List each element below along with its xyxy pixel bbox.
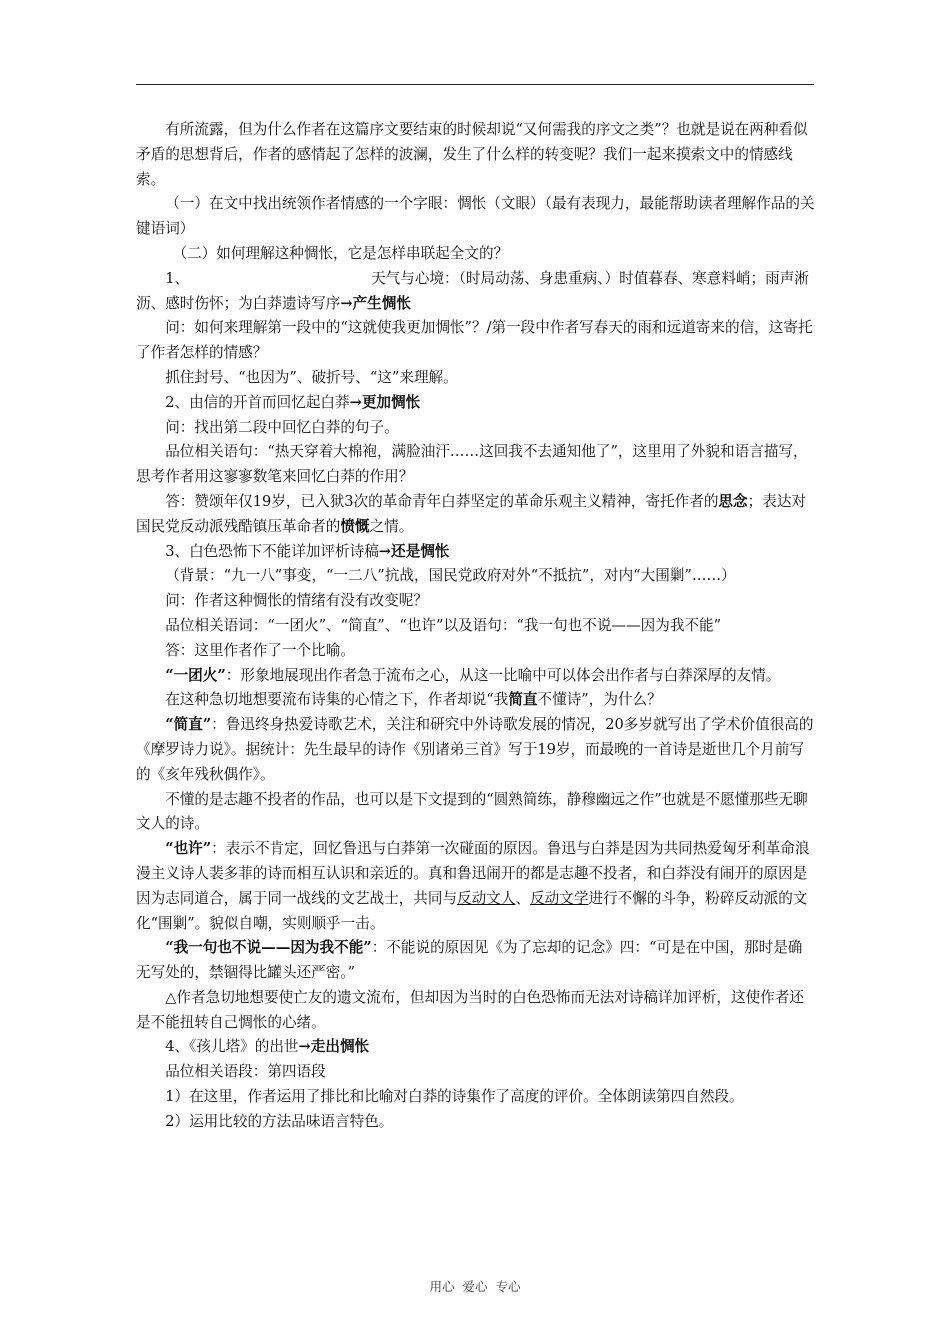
paragraph: 问：作者这种惆怅的情绪有没有改变呢？ — [165, 592, 428, 610]
text-run: ；表达对国民党反动派残酷镇压革命者的 — [136, 492, 807, 535]
emphasis: “简直” — [165, 716, 212, 734]
paragraph: 不懂的是志趣不投者的作品，也可以是下文提到的“圆熟简练，静穆幽远之作”也就是不愿懂那些无聊文人的诗。 — [136, 790, 808, 833]
text-run: ：鲁迅终身热爱诗歌艺术，关注和研究中外诗歌发展的情况，20多岁就写出了学术价值很高的《摩罗诗力说》。据统计：先生最早的诗作《别诸弟三首》写于19岁，而最晚的一首诗是逝世几个月前写的《亥年残秋偶作》。 — [136, 716, 814, 783]
text-run: 在这种急切地想要流布诗集的心情之下，作者却说“我 — [165, 691, 509, 709]
text-run: 天气与心境：（时局动荡、身患重病、）时值暮春、寒意料峭；雨声淅沥、感时伤怀；为白莽遗诗写序 — [136, 269, 809, 312]
emphasis: →还是惆怅 — [378, 542, 450, 560]
paragraph: （背景：“九一八”事变，“一二八”抗战，国民党政府对外“不抵抗”，对内“大围剿”……） — [165, 567, 736, 585]
text-run: 2、由信的开首而回忆起白莽 — [165, 393, 350, 411]
paragraph — [136, 490, 816, 540]
paragraph: 有所流露，但为什么作者在这篇序文要结束的时候却说“又何需我的序文之类”？也就是说在两种看似矛盾的思想背后，作者的感情起了怎样的波澜，发生了什么样的转变呢？我们一起来摸索文中的情感线索。 — [136, 121, 808, 188]
text-run: 答：赞颂年仅19岁，已入狱3次的革命青年白莽坚定的革命乐观主义精神，寄托作者的 — [165, 492, 719, 510]
paragraph: （一）在文中找出统领作者情感的一个字眼：惆怅（文眼）（最有表现力，最能帮助读者理解作品的关键语词） — [136, 195, 815, 238]
text-run: ：表示不肯定，回忆鲁迅与白莽第一次碰面的原因。鲁迅与白莽是因为共同热爱匈牙利革命浪漫主义诗人裴多菲的诗而相互认识和亲近的。真和鲁迅闹开的都是志趣不投者，和白莽没有闹开的原因是因为志同道合，属于同一战线的文艺战士，共同与 — [136, 840, 810, 907]
paragraph: 抓住封号、“也因为”、破折号、“这”来理解。 — [165, 368, 458, 386]
text-run: 之情。 — [369, 517, 414, 535]
paragraph — [136, 391, 816, 416]
paragraph — [136, 713, 816, 787]
paragraph — [136, 540, 816, 565]
emphasis: →产生惆怅 — [340, 294, 411, 312]
paragraph: 答：这里作者作了一个比喻。 — [165, 641, 355, 659]
text-run: ：形象地展现出作者急于流布之心，从这一比喻中可以体会出作者与白莽深厚的友情。 — [225, 666, 781, 684]
list-number: 1、 — [165, 269, 190, 287]
paragraph: 品位相关语段：第四语段 — [165, 1063, 326, 1081]
paragraph: 2）运用比较的方法品味语言特色。 — [165, 1112, 394, 1130]
text-run: 3、白色恐怖下不能详加评析诗稿 — [165, 542, 379, 560]
emphasis: →走出惆怅 — [298, 1038, 370, 1056]
emphasis: “一团火” — [165, 666, 226, 684]
paragraph: 品位相关语词：“一团火”、“简直”、“也许”以及语句：“我一句也不说——因为我不能” — [165, 616, 722, 634]
text-run: 、 — [515, 889, 531, 907]
paragraph: （二）如何理解这种惆怅，它是怎样串联起全文的？ — [172, 244, 509, 262]
text-run: 不懂诗”，为什么？ — [537, 691, 662, 709]
underlined-term: 反动文学 — [530, 889, 589, 907]
emphasis: “我一句也不说——因为我不能” — [165, 939, 372, 957]
paragraph — [136, 936, 816, 986]
paragraph — [136, 267, 816, 317]
paragraph — [136, 837, 816, 936]
underlined-term: 反动文人 — [457, 889, 516, 907]
emphasis: →更加惆怅 — [349, 393, 421, 411]
paragraph: △作者急切地想要使亡友的遗文流布，但却因为当时的白色恐怖而无法对诗稿详加评析，这使作者还是不能扭转自己惆怅的心绪。 — [136, 988, 804, 1031]
paragraph: 品位相关语句：“热天穿着大棉袍，满脸油汗……这回我不去通知他了”，这里用了外貌和语言描写，思考作者用这寥寥数笔来回忆白莽的作用？ — [136, 443, 808, 486]
paragraph: 问：如何来理解第一段中的“这就使我更加惆怅”？/第一段中作者写春天的雨和远道寄来的信，这寄托了作者怎样的情感？ — [136, 319, 813, 362]
emphasis: “也许” — [165, 840, 212, 858]
emphasis: 思念 — [718, 492, 748, 510]
paragraph — [136, 1035, 816, 1060]
paragraph: 问：找出第二段中回忆白莽的句子。 — [165, 418, 399, 436]
paragraph — [136, 664, 816, 689]
text-run: 进行不懈的斗争，粉碎反动派的文化“围剿”。貌似自嘲，实则顺乎一击。 — [136, 889, 808, 932]
header-rule — [136, 84, 814, 85]
document-body — [136, 118, 816, 1135]
text-run: 4、《孩儿塔》的出世 — [165, 1038, 299, 1056]
paragraph: 1）在这里，作者运用了排比和比喻对白莽的诗集作了高度的评价。全体朗读第四自然段。 — [165, 1088, 744, 1106]
emphasis: 简直 — [508, 691, 538, 709]
paragraph — [136, 688, 816, 713]
text-run: ：不能说的原因见《为了忘却的记念》四：“可是在中国，那时是确无写处的，禁锢得比罐头还严密。” — [136, 939, 803, 982]
page-footer: 用心 爱心 专心 — [429, 1279, 521, 1294]
emphasis: 愤慨 — [340, 517, 370, 535]
